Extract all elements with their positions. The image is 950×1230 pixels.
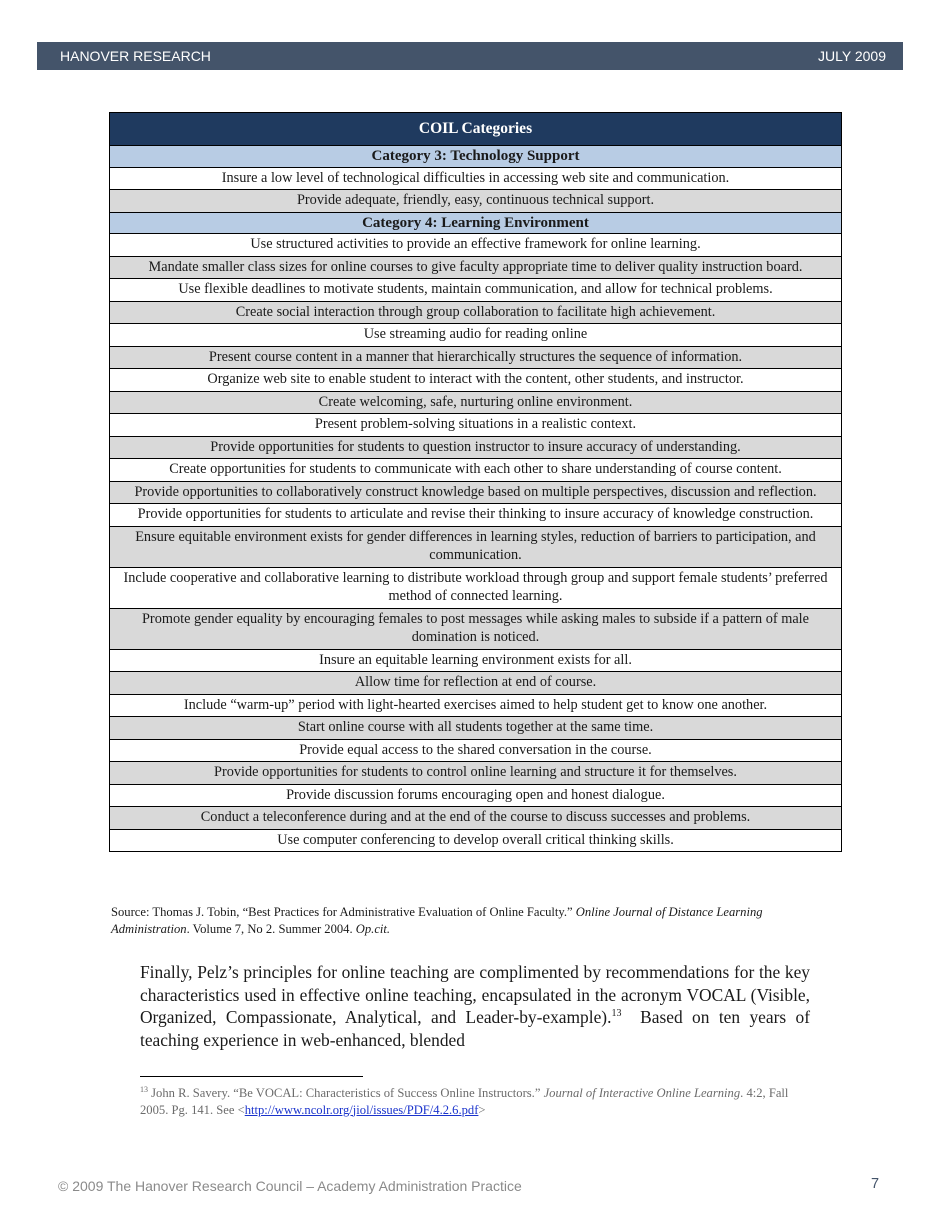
paragraph-text-before: Finally, Pelz’s principles for online teaching are complimented by recommendations for the key characteristics used in effective online teaching, encapsulated in the acronym VOCAL (Visible, Organized, Compassionate, Analytical, and Leader-by-example). xyxy=(140,962,810,1028)
table-cell: Create welcoming, safe, nurturing online environment. xyxy=(110,391,842,414)
footnote-text-before: John R. Savery. “Be VOCAL: Characteristics of Success Online Instructors.” xyxy=(148,1086,544,1100)
table-row xyxy=(110,391,842,414)
table-cell: Provide opportunities for students to question instructor to insure accuracy of understanding. xyxy=(110,436,842,459)
table-row xyxy=(110,279,842,302)
table-row xyxy=(110,481,842,504)
table-cell: Organize web site to enable student to interact with the content, other students, and instructor. xyxy=(110,369,842,392)
table-row xyxy=(110,324,842,347)
table-row xyxy=(110,369,842,392)
table-row xyxy=(110,694,842,717)
footnote-journal: Journal of Interactive Online Learning xyxy=(543,1086,741,1100)
table-cell: Provide adequate, friendly, easy, continuous technical support. xyxy=(110,190,842,213)
table-cell: Provide opportunities for students to articulate and revise their thinking to insure accuracy of knowledge construction. xyxy=(110,504,842,527)
table-row xyxy=(110,567,842,608)
table-body xyxy=(110,146,842,852)
table-cell: Create social interaction through group collaboration to facilitate high achievement. xyxy=(110,301,842,324)
source-journal: Online Journal of Distance Learning Administration xyxy=(111,905,763,936)
table-cell: Use structured activities to provide an effective framework for online learning. xyxy=(110,234,842,257)
footnote-text-middle: . 4:2, Fall 2005. Pg. 141. See < xyxy=(140,1086,789,1117)
table-cell: Insure a low level of technological difficulties in accessing web site and communication. xyxy=(110,167,842,190)
table-row xyxy=(110,608,842,649)
table-cell: Use computer conferencing to develop overall critical thinking skills. xyxy=(110,829,842,852)
footnote-link[interactable]: http://www.ncolr.org/jiol/issues/PDF/4.2.6.pdf xyxy=(244,1102,479,1117)
table-row xyxy=(110,301,842,324)
table-cell: Provide equal access to the shared conversation in the course. xyxy=(110,739,842,762)
coil-categories-table xyxy=(109,112,842,852)
table-row xyxy=(110,807,842,830)
table-row xyxy=(110,526,842,567)
table-row xyxy=(110,762,842,785)
table-cell: Use flexible deadlines to motivate students, maintain communication, and allow for technical problems. xyxy=(110,279,842,302)
category-label: Category 4: Learning Environment xyxy=(110,212,842,234)
table-cell: Create opportunities for students to communicate with each other to share understanding of course content. xyxy=(110,459,842,482)
table-title: COIL Categories xyxy=(110,113,842,146)
footnote xyxy=(140,1085,815,1118)
category-header-row xyxy=(110,146,842,168)
table-row xyxy=(110,167,842,190)
table-cell: Conduct a teleconference during and at the end of the course to discuss successes and problems. xyxy=(110,807,842,830)
table-cell: Promote gender equality by encouraging females to post messages while asking males to subside if a pattern of male domination is noticed. xyxy=(110,608,842,649)
table-source xyxy=(111,904,836,937)
category-label: Category 3: Technology Support xyxy=(110,146,842,168)
table-row xyxy=(110,829,842,852)
table-row xyxy=(110,190,842,213)
table-cell: Mandate smaller class sizes for online courses to give faculty appropriate time to deliver quality instruction board. xyxy=(110,256,842,279)
table-cell: Start online course with all students together at the same time. xyxy=(110,717,842,740)
header-bar xyxy=(37,42,903,70)
table-row xyxy=(110,234,842,257)
table-row xyxy=(110,346,842,369)
table-row xyxy=(110,436,842,459)
source-opcit: Op.cit. xyxy=(355,921,391,936)
table-row xyxy=(110,649,842,672)
footer-copyright: © 2009 The Hanover Research Council – Academy Administration Practice xyxy=(58,1178,522,1194)
footnote-number: 13 xyxy=(140,1084,148,1094)
footnote-reference[interactable]: 13 xyxy=(611,1008,622,1020)
table-cell: Provide discussion forums encouraging open and honest dialogue. xyxy=(110,784,842,807)
table-row xyxy=(110,256,842,279)
table-cell: Provide opportunities to collaboratively construct knowledge based on multiple perspectives, discussion and reflection. xyxy=(110,481,842,504)
table-row xyxy=(110,717,842,740)
source-prefix: Source: Thomas J. Tobin, “Best Practices for Administrative Evaluation of Online Faculty.” xyxy=(111,905,576,919)
table-row xyxy=(110,784,842,807)
paragraph-text-after: Based on ten years of teaching experience in web-enhanced, blended xyxy=(140,1007,815,1051)
footnote-text-after: > xyxy=(478,1102,486,1117)
table-cell: Insure an equitable learning environment exists for all. xyxy=(110,649,842,672)
table-cell: Include cooperative and collaborative learning to distribute workload through group and support female students’ preferred method of connected learning. xyxy=(110,567,842,608)
table-cell: Provide opportunities for students to control online learning and structure it for themselves. xyxy=(110,762,842,785)
category-header-row xyxy=(110,212,842,234)
table-row xyxy=(110,504,842,527)
header-org: HANOVER RESEARCH xyxy=(60,48,211,64)
table-row xyxy=(110,739,842,762)
table-row xyxy=(110,459,842,482)
table-cell: Include “warm-up” period with light-hearted exercises aimed to help student get to know one another. xyxy=(110,694,842,717)
body-paragraph xyxy=(140,961,815,1052)
source-details: . Volume 7, No 2. Summer 2004. xyxy=(186,921,356,936)
table-cell: Present problem-solving situations in a realistic context. xyxy=(110,414,842,437)
table-row xyxy=(110,672,842,695)
table-cell: Present course content in a manner that hierarchically structures the sequence of information. xyxy=(110,346,842,369)
table-cell: Use streaming audio for reading online xyxy=(110,324,842,347)
table-cell: Allow time for reflection at end of course. xyxy=(110,672,842,695)
table-row xyxy=(110,414,842,437)
footnote-divider xyxy=(140,1076,363,1077)
table-cell: Ensure equitable environment exists for gender differences in learning styles, reduction of barriers to participation, and communication. xyxy=(110,526,842,567)
header-date: JULY 2009 xyxy=(818,48,886,64)
page-number: 7 xyxy=(871,1176,880,1192)
